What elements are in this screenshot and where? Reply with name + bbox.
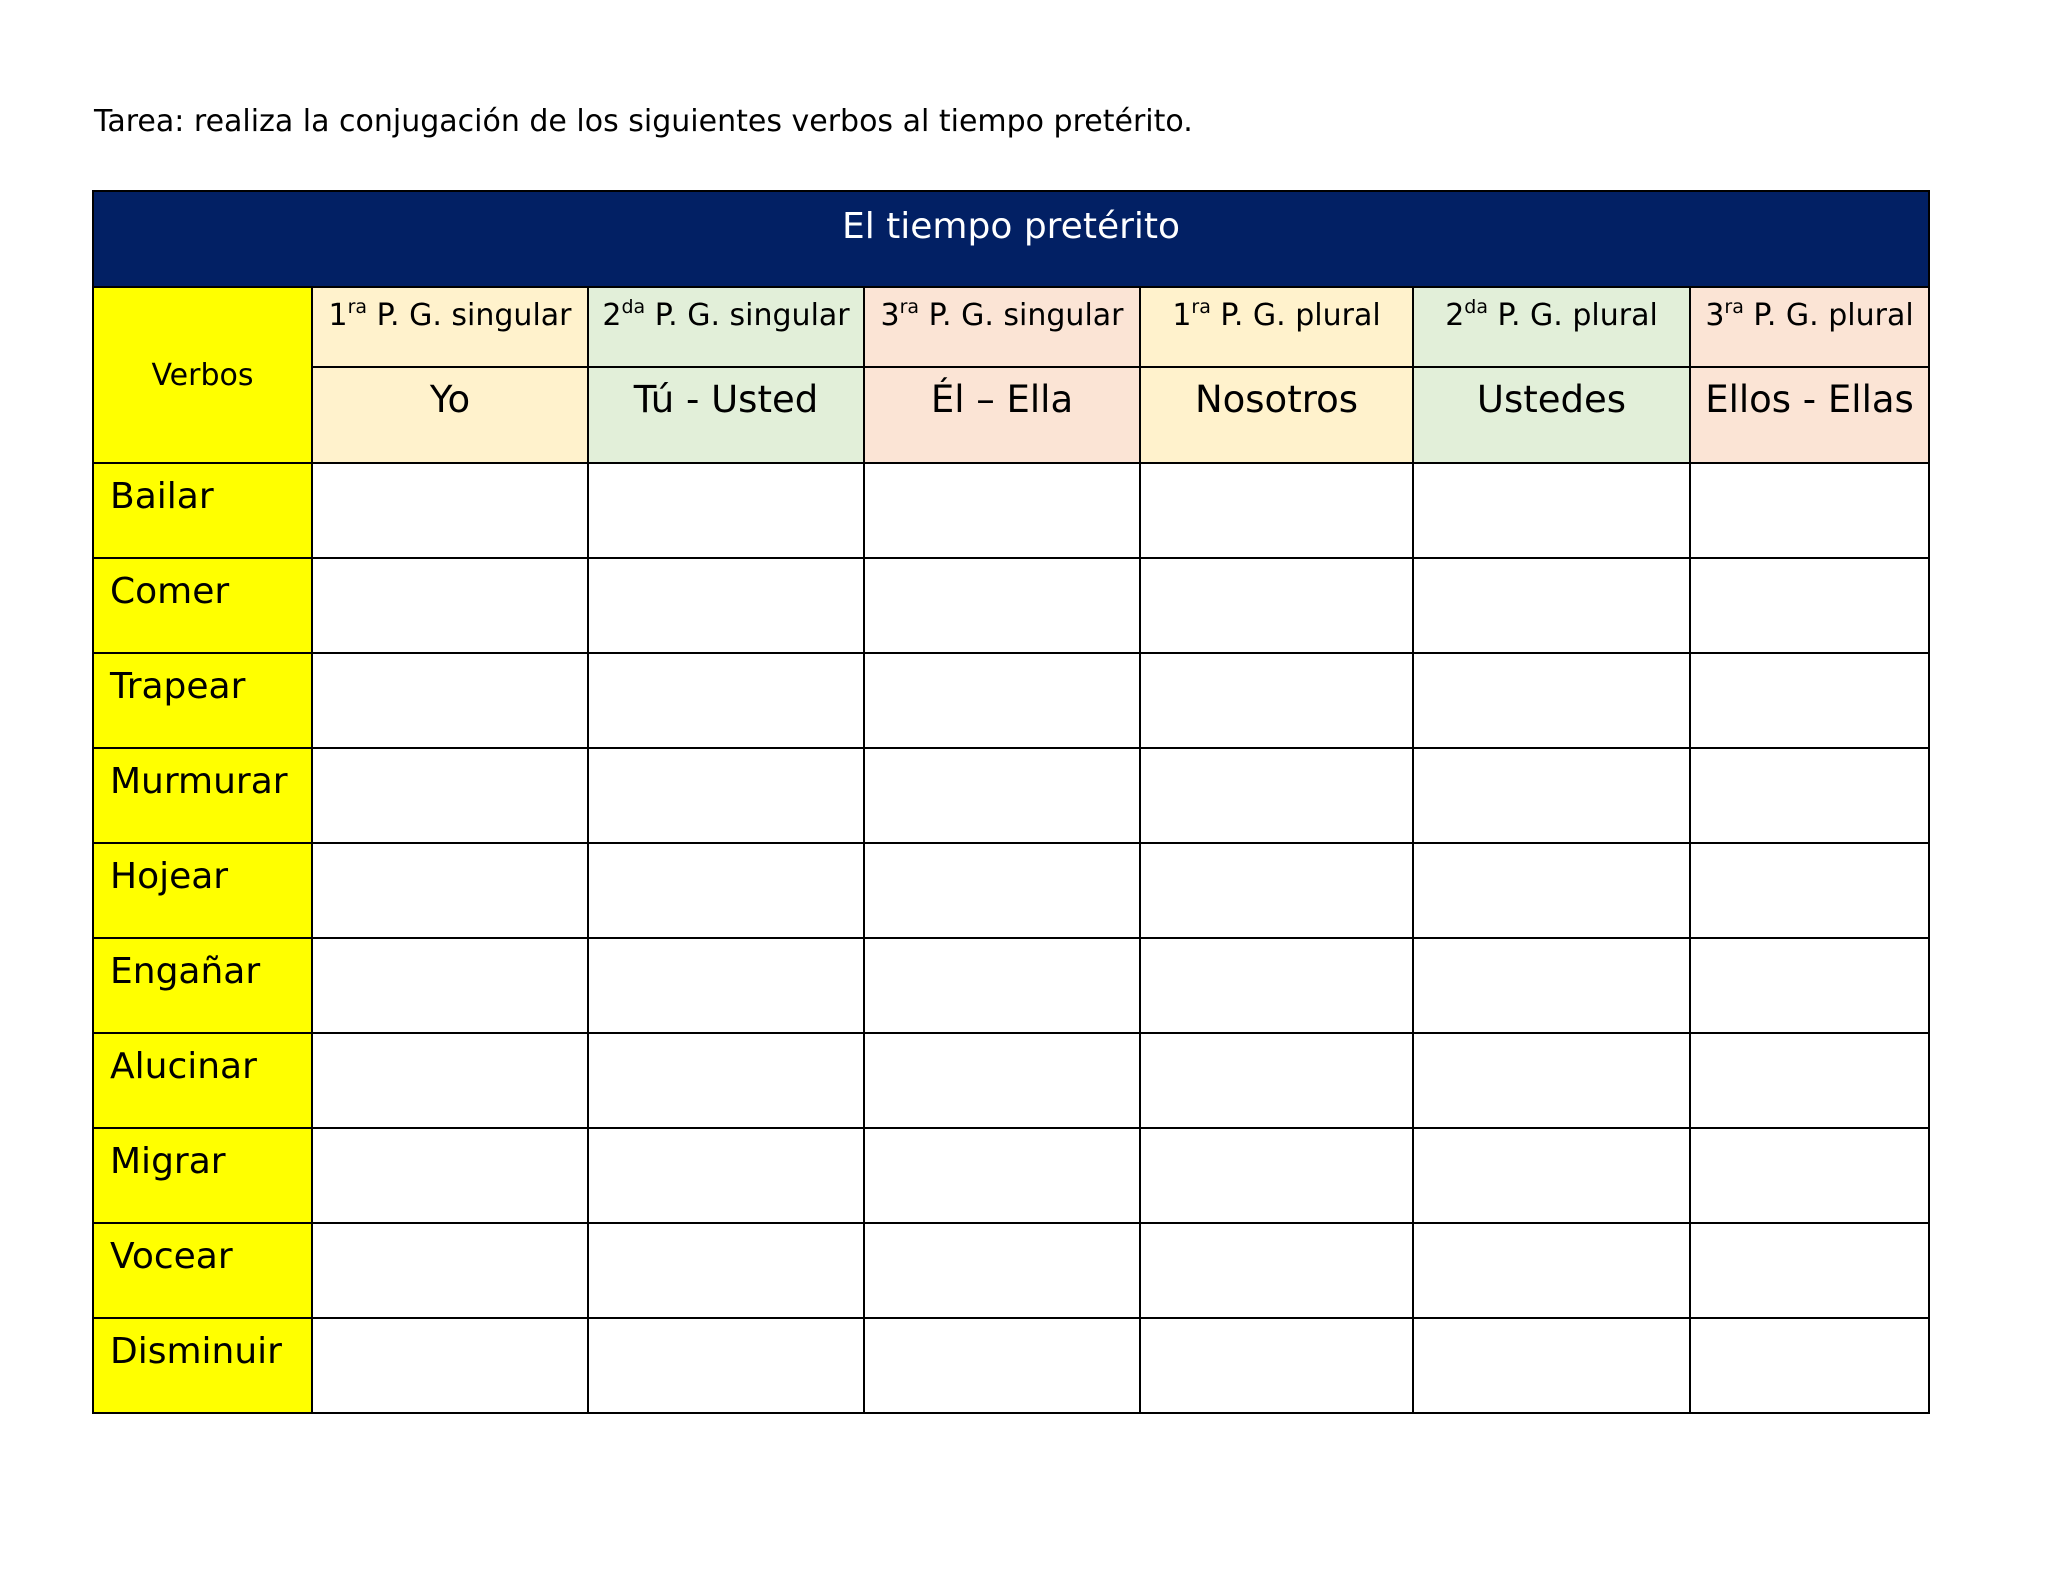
answer-cell[interactable] [588, 843, 864, 938]
answer-cell[interactable] [1690, 1223, 1929, 1318]
pronoun-header: Tú - Usted [588, 367, 864, 463]
person-header [864, 287, 1140, 367]
task-instruction: Tarea: realiza la conjugación de los siguientes verbos al tiempo pretérito. [94, 104, 1193, 139]
person-label: P. G. plural [1497, 298, 1658, 333]
table-row [93, 1223, 1929, 1318]
person-ordinal: da [621, 296, 646, 318]
table-row [93, 463, 1929, 558]
person-label: P. G. singular [376, 298, 572, 333]
answer-cell[interactable] [1413, 1033, 1690, 1128]
answer-cell[interactable] [1140, 843, 1413, 938]
answer-cell[interactable] [312, 938, 588, 1033]
answer-cell[interactable] [1140, 1033, 1413, 1128]
person-ordinal: ra [347, 296, 368, 318]
answer-cell[interactable] [588, 558, 864, 653]
table-row [93, 653, 1929, 748]
answer-cell[interactable] [1413, 463, 1690, 558]
person-label: P. G. plural [1220, 298, 1381, 333]
answer-cell[interactable] [864, 1128, 1140, 1223]
person-header [1140, 287, 1413, 367]
person-ordinal: ra [1191, 296, 1211, 318]
table-row [93, 938, 1929, 1033]
answer-cell[interactable] [312, 1223, 588, 1318]
person-number: 3 [880, 298, 900, 333]
answer-cell[interactable] [588, 1223, 864, 1318]
person-number: 1 [1172, 298, 1192, 333]
answer-cell[interactable] [864, 1318, 1140, 1413]
answer-cell[interactable] [588, 748, 864, 843]
table-row [93, 1033, 1929, 1128]
answer-cell[interactable] [588, 938, 864, 1033]
answer-cell[interactable] [588, 1318, 864, 1413]
answer-cell[interactable] [864, 843, 1140, 938]
answer-cell[interactable] [588, 1128, 864, 1223]
answer-cell[interactable] [1413, 1223, 1690, 1318]
answer-cell[interactable] [1690, 558, 1929, 653]
table-row [93, 558, 1929, 653]
pronoun-header: Ellos - Ellas [1690, 367, 1929, 463]
answer-cell[interactable] [1140, 1318, 1413, 1413]
answer-cell[interactable] [1413, 938, 1690, 1033]
answer-cell[interactable] [1690, 1033, 1929, 1128]
answer-cell[interactable] [1413, 1318, 1690, 1413]
person-header [1690, 287, 1929, 367]
answer-cell[interactable] [312, 748, 588, 843]
answer-cell[interactable] [864, 748, 1140, 843]
person-label: P. G. singular [928, 298, 1124, 333]
answer-cell[interactable] [312, 1318, 588, 1413]
answer-cell[interactable] [588, 1033, 864, 1128]
verbs-column-header: Verbos [93, 287, 312, 463]
answer-cell[interactable] [1690, 748, 1929, 843]
verb-cell: Trapear [93, 653, 312, 748]
answer-cell[interactable] [588, 463, 864, 558]
person-number: 1 [328, 298, 348, 333]
answer-cell[interactable] [1690, 1318, 1929, 1413]
answer-cell[interactable] [1413, 558, 1690, 653]
table-row [93, 748, 1929, 843]
verb-cell: Comer [93, 558, 312, 653]
person-number: 3 [1705, 298, 1725, 333]
answer-cell[interactable] [1140, 463, 1413, 558]
answer-cell[interactable] [1690, 463, 1929, 558]
answer-cell[interactable] [1140, 938, 1413, 1033]
table-title: El tiempo pretérito [93, 191, 1929, 287]
answer-cell[interactable] [312, 1128, 588, 1223]
answer-cell[interactable] [1690, 653, 1929, 748]
answer-cell[interactable] [312, 463, 588, 558]
answer-cell[interactable] [1140, 1128, 1413, 1223]
answer-cell[interactable] [312, 653, 588, 748]
answer-cell[interactable] [1140, 1223, 1413, 1318]
answer-cell[interactable] [864, 558, 1140, 653]
table-row [93, 843, 1929, 938]
verb-cell: Engañar [93, 938, 312, 1033]
conjugation-table [92, 190, 1930, 1414]
pronoun-header: Él – Ella [864, 367, 1140, 463]
verb-cell: Hojear [93, 843, 312, 938]
answer-cell[interactable] [864, 463, 1140, 558]
verb-cell: Murmurar [93, 748, 312, 843]
person-header [588, 287, 864, 367]
person-number: 2 [602, 298, 622, 333]
person-header [1413, 287, 1690, 367]
answer-cell[interactable] [864, 1223, 1140, 1318]
pronoun-header: Ustedes [1413, 367, 1690, 463]
verb-cell: Bailar [93, 463, 312, 558]
answer-cell[interactable] [1140, 748, 1413, 843]
person-ordinal: ra [899, 296, 920, 318]
answer-cell[interactable] [1690, 938, 1929, 1033]
table-row [93, 1128, 1929, 1223]
verb-cell: Disminuir [93, 1318, 312, 1413]
person-number: 2 [1445, 298, 1465, 333]
answer-cell[interactable] [1690, 1128, 1929, 1223]
pronoun-header: Yo [312, 367, 588, 463]
answer-cell[interactable] [1413, 748, 1690, 843]
answer-cell[interactable] [1690, 843, 1929, 938]
answer-cell[interactable] [864, 1033, 1140, 1128]
person-ordinal: ra [1724, 296, 1744, 318]
answer-cell[interactable] [864, 938, 1140, 1033]
person-header [312, 287, 588, 367]
answer-cell[interactable] [864, 653, 1140, 748]
person-label: P. G. singular [654, 298, 850, 333]
answer-cell[interactable] [1140, 558, 1413, 653]
answer-cell[interactable] [1413, 1128, 1690, 1223]
answer-cell[interactable] [312, 558, 588, 653]
verb-cell: Alucinar [93, 1033, 312, 1128]
answer-cell[interactable] [312, 1033, 588, 1128]
verb-cell: Migrar [93, 1128, 312, 1223]
person-ordinal: da [1464, 296, 1488, 318]
answer-cell[interactable] [312, 843, 588, 938]
pronoun-header: Nosotros [1140, 367, 1413, 463]
verb-cell: Vocear [93, 1223, 312, 1318]
answer-cell[interactable] [1413, 653, 1690, 748]
person-label: P. G. plural [1753, 298, 1914, 333]
answer-cell[interactable] [1140, 653, 1413, 748]
table-row [93, 1318, 1929, 1413]
answer-cell[interactable] [1413, 843, 1690, 938]
answer-cell[interactable] [588, 653, 864, 748]
